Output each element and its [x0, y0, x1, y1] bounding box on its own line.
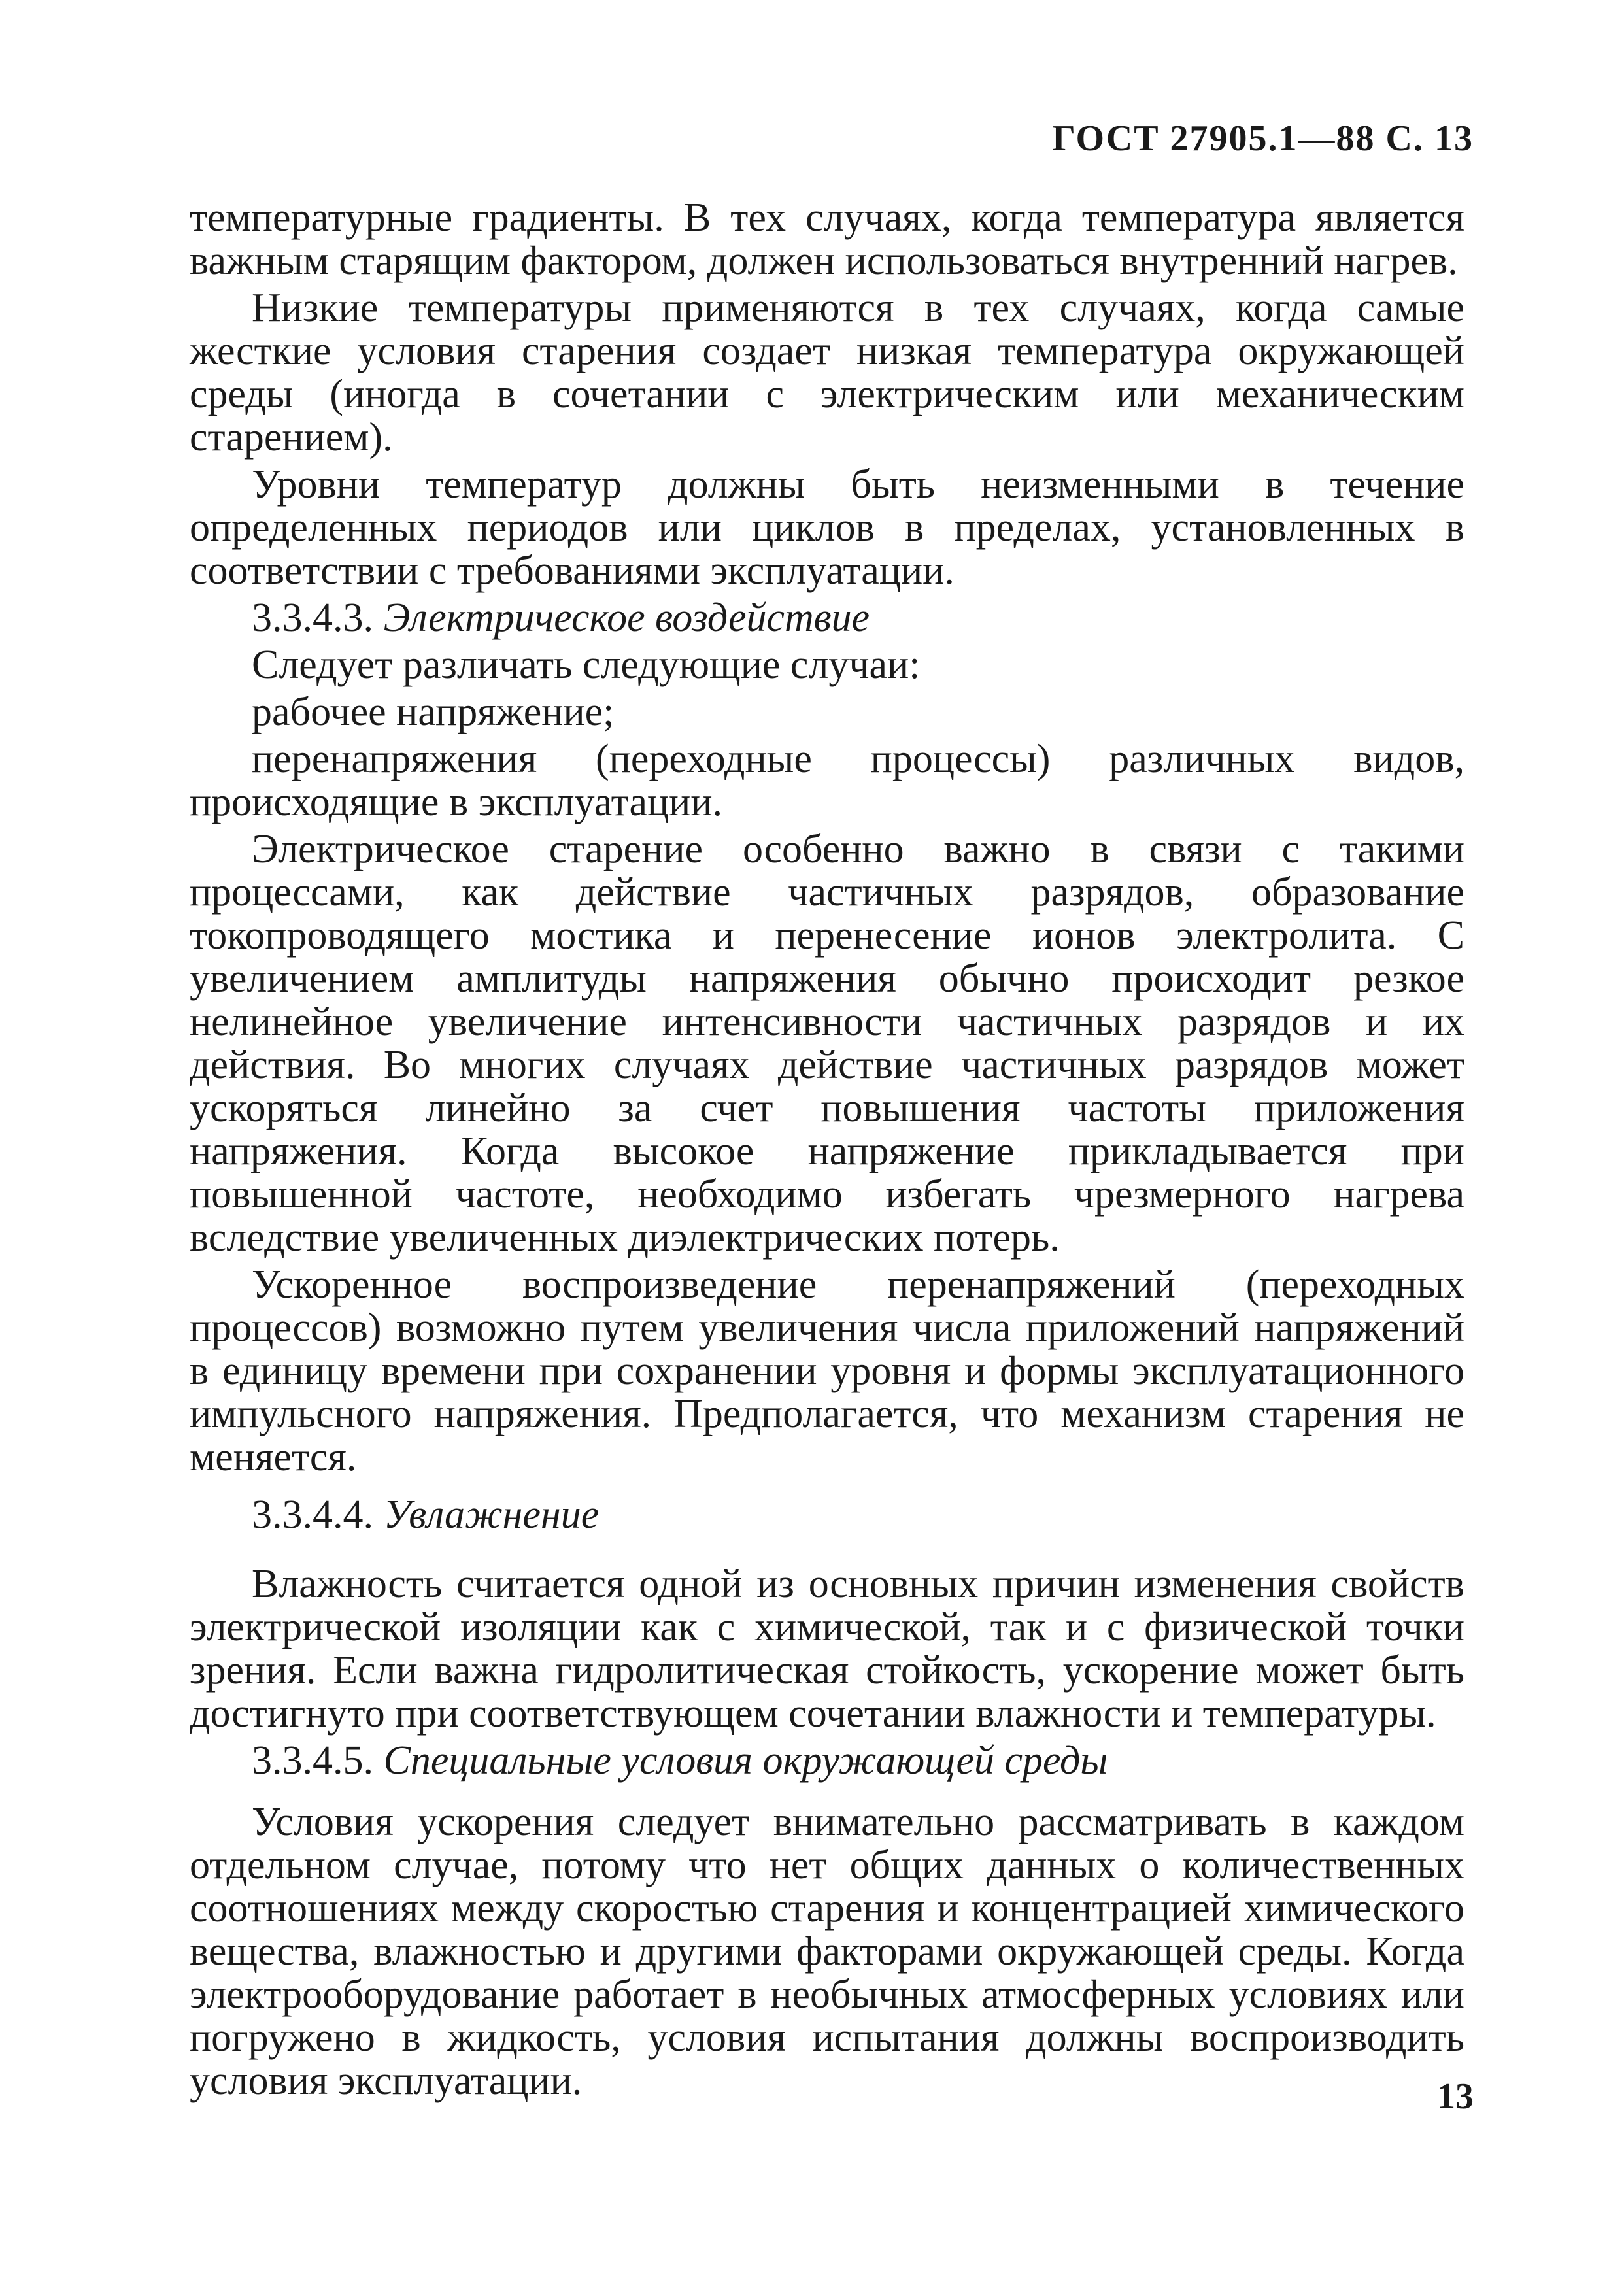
document-body	[190, 196, 1464, 2106]
section-heading-special-conditions	[190, 1739, 1464, 1782]
paragraph-low-temperatures: Низкие температуры применяются в тех случаях, когда самые жесткие условия старения создает низкая температура окружающей среды (иногда в сочетании с электрическим или механическим старением).	[190, 286, 1464, 460]
paragraph-electrical-aging: Электрическое старение особенно важно в связи с такими процессами, как действие частичных разрядов, образование токопроводящего мостика и перенесение ионов электролита. С увеличением амплитуды напряжения обычно происходит резкое нелинейное увеличение интенсивности частичных разрядов и их действия. Во многих случаях действие частичных разрядов может ускоряться линейно за счет повышения частоты приложения напряжения. Когда высокое напряжение прикладывается при повышенной частоте, необходимо избегать чрезмерного нагрева вследствие увеличенных диэлектрических потерь.	[190, 827, 1464, 1260]
paragraph-temperature-levels: Уровни температур должны быть неизменными в течение определенных периодов или циклов в пределах, установленных в соответствии с требованиями эксплуатации.	[190, 462, 1464, 593]
paragraph-accelerated-reproduction: Ускоренное воспроизведение перенапряжений (переходных процессов) возможно путем увеличения числа приложений напряжений в единицу времени при сохранении уровня и формы эксплуатационного импульсного напряжения. Предполагается, что механизм старения не меняется.	[190, 1262, 1464, 1479]
paragraph-cases-intro: Следует различать следующие случаи:	[252, 643, 921, 687]
section-heading-electrical	[190, 596, 1464, 639]
page-number: 13	[1437, 2076, 1474, 2117]
paragraph-temperature-gradients: температурные градиенты. В тех случаях, когда температура является важным старящим фактором, должен использоваться внутренний нагрев.	[190, 195, 1464, 283]
paragraph-acceleration-conditions: Условия ускорения следует внимательно рассматривать в каждом отдельном случае, потому что нет общих данных о количественных соотношениях между скоростью старения и концентрацией химического вещества, влажностью и другими факторами окружающей среды. Когда электрооборудование работает в необычных атмосферных условиях или погружено в жидкость, условия испытания должны воспроизводить условия эксплуатации.	[190, 1800, 1464, 2103]
section-number: 3.3.4.4.	[252, 1493, 373, 1537]
section-title: Специальные условия окружающей среды	[383, 1738, 1108, 1783]
list-item-working-voltage: рабочее напряжение;	[252, 690, 615, 734]
section-heading-humidity	[190, 1493, 1464, 1536]
section-number: 3.3.4.5.	[252, 1738, 373, 1783]
section-number: 3.3.4.3.	[252, 596, 373, 640]
section-title: Электрическое воздействие	[383, 596, 870, 640]
list-item-overvoltage: перенапряжения (переходные процессы) различных видов, происходящие в эксплуатации.	[190, 737, 1464, 824]
paragraph-humidity: Влажность считается одной из основных причин изменения свойств электрической изоляции как с химической, так и с физической точки зрения. Если важна гидролитическая стойкость, ускорение может быть достигнуто при соответствующем сочетании влажности и температуры.	[190, 1562, 1464, 1736]
section-title: Увлажнение	[383, 1493, 600, 1537]
page-header: ГОСТ 27905.1—88 С. 13	[1052, 118, 1474, 159]
